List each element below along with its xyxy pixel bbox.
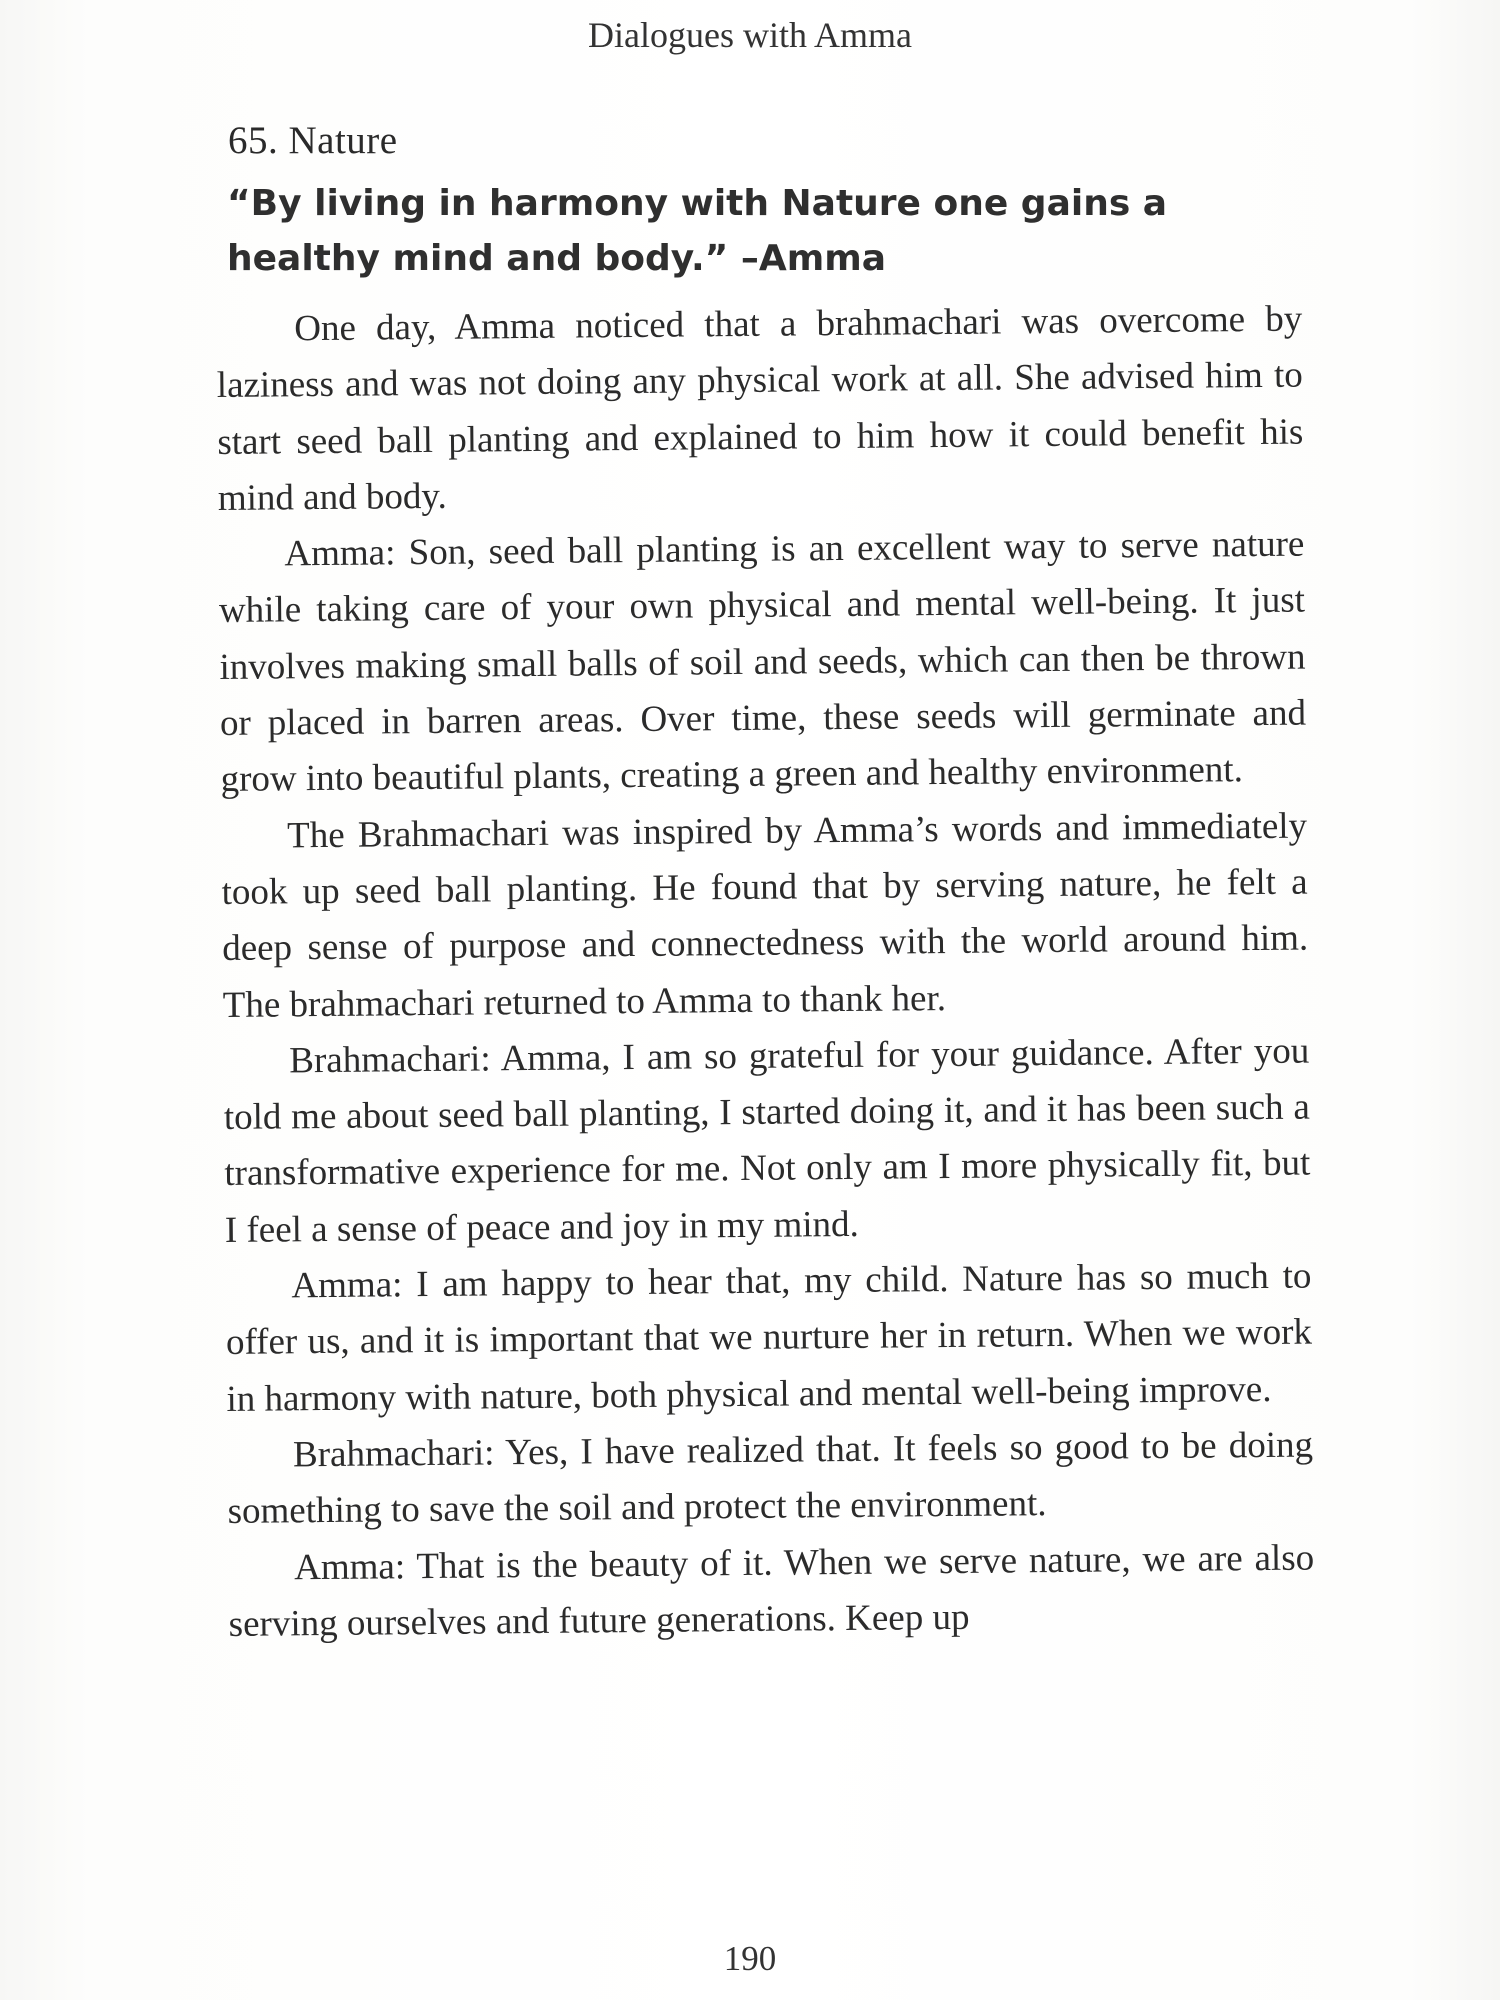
paragraph: Amma: Son, seed ball planting is an excellent way to serve nature while taking care of your own physical and mental well-being. It just involves making small balls of soil and seeds, which can then be thrown or placed in barren areas. Over time, these seeds will germinate and grow into beautiful plants, creating a green and healthy environment. [218,523,1307,801]
epigraph-quote: “By living in harmony with Nature one gains a healthy mind and body.” –Amma [227,183,1168,279]
paragraph: The Brahmachari was inspired by Amma’s words and immediately took up seed ball planting. He found that by serving nature, he felt a deep sense of purpose and connectedness with the world around him. The brahmachari returned to Amma to thank her. [221,805,1309,1026]
paragraph: Amma: That is the beauty of it. When we serve nature, we are also serving ourselves and future generations. Keep up [228,1537,1315,1645]
running-header: Dialogues with Amma [588,15,912,55]
page-number: 190 [723,1939,777,1978]
body-text [216,292,1315,1653]
paragraph: Brahmachari: Amma, I am so grateful for your guidance. After you told me about seed ball planting, I started doing it, and it has been such a transformative experience for me. Not only am I more physically fit, but I feel a sense of peace and joy in my mind. [223,1030,1311,1251]
chapter-title: 65. Nature [228,119,398,162]
paragraph: One day, Amma noticed that a brahmachari was overcome by laziness and was not doing any physical work at all. She advised him to start seed ball planting and explained to him how it could benefit his mind and body. [216,298,1304,519]
paragraph: Amma: I am happy to hear that, my child. Nature has so much to offer us, and it is important that we nurture her in return. When we work in harmony with nature, both physical and mental well-being improve. [225,1255,1313,1420]
paragraph: Brahmachari: Yes, I have realized that. It feels so good to be doing something to save the soil and protect the environment. [227,1424,1314,1533]
